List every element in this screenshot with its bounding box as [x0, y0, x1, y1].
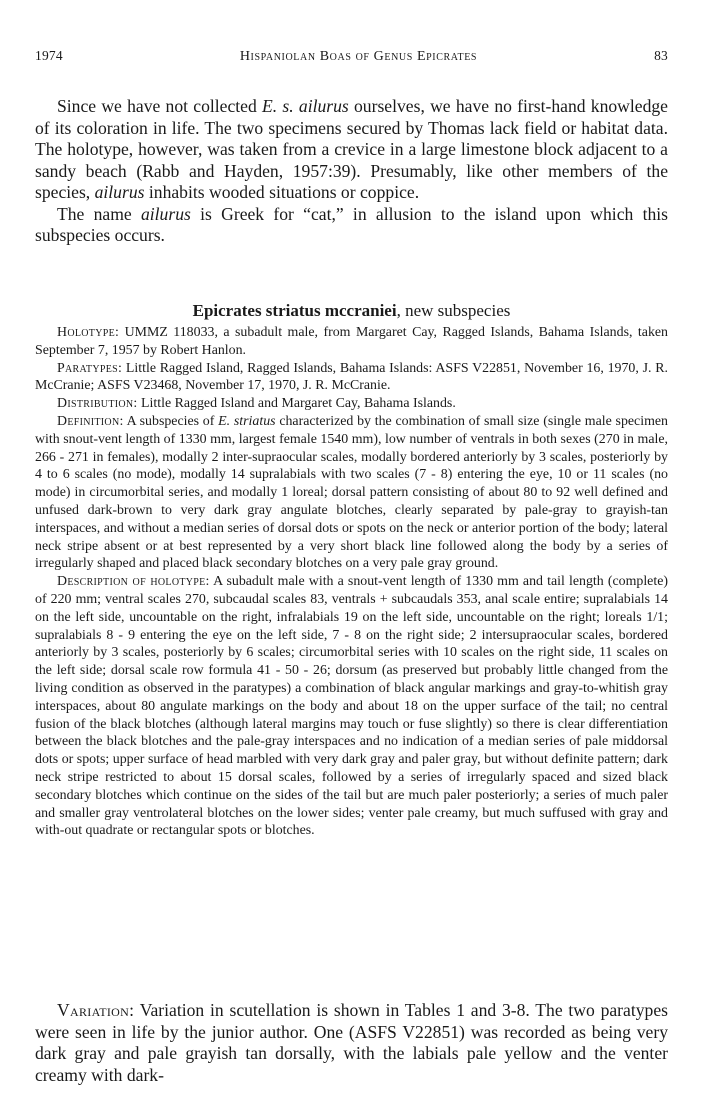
species-account [35, 324, 668, 840]
intro-paragraph-2: The name ailurus is Greek for “cat,” in allusion to the island upon which this subspecies occurs. [35, 203, 668, 245]
section-heading [35, 300, 668, 322]
variation-section [35, 1000, 668, 1086]
paratypes-paragraph: Paratypes: Little Ragged Island, Ragged Islands, Bahama Islands: ASFS V22851, November 16, 1970, J. R. McCranie; ASFS V23468, November 17, 1970, J. R. McCranie. [35, 360, 668, 394]
taxon-name: ailurus [140, 203, 191, 224]
holotype-label: Holotype: [57, 325, 120, 340]
taxon-name: E. striatus [218, 413, 276, 429]
definition-label: Definition: [57, 413, 124, 429]
species-name: Epicrates striatus mccraniei [192, 301, 397, 320]
intro-paragraph-1: Since we have not collected E. s. ailurus ourselves, we have no first-hand knowledge of its coloration in life. The two specimens secured by Thomas lack field or habitat data. The holotype, however, was taken from a crevice in a large limestone block adjacent to a sandy beach (Rabb and Hayden, 1957:39). Presumably, like other members of the species, ailurus inhabits wooded situations or coppice. [35, 96, 668, 202]
page-number: 83 [654, 48, 668, 63]
variation-paragraph: Variation: Variation in scutellation is shown in Tables 1 and 3-8. The two paratypes were seen in life by the junior author. One (ASFS V22851) was recorded as being very dark gray and pale grayish tan dorsally, with the labials pale yellow and the venter creamy with dark- [35, 1000, 668, 1085]
distribution-label: Distribution: [57, 396, 138, 412]
intro-section [35, 96, 668, 247]
running-header [35, 48, 668, 65]
description-label: Description of holotype: [57, 574, 210, 590]
header-year: 1974 [35, 48, 63, 63]
holotype-paragraph: Holotype: UMMZ 118033, a subadult male, from Margaret Cay, Ragged Islands, Bahama Islands, taken September 7, 1957 by Robert Hanlon. [35, 325, 668, 358]
running-title: Hispaniolan Boas of Genus Epicrates [239, 49, 478, 64]
description-paragraph: Description of holotype: A subadult male with a snout-vent length of 1330 mm and tail length (complete) of 220 mm; ventral scales 270, subcaudal scales 83, ventrals + subcaudals 353, anal scale entire; supralabials 14 on the left side, uncountable on the right, infralabials 19 on the left side, uncountable on the right; loreals 1/1; supralabials 8 - 9 entering the eye on the left side, 7 - 8 on the right side; 2 intersupraocular scales, bordered anteriorly by 3 scales, posteriorly by 6 scales; circumorbital series with 10 scales on the right side, 11 scales on the left side; dorsal scale row formula 41 - 50 - 26; dorsum (as preserved but probably little changed from the living condition as observed in the paratypes) a combination of black angular markings and gray-to-whitish gray interspaces, about 80 angulate markings on the body and about 18 on the upper surface of the tail; no central fusion of the black blotches (although lateral margins may touch or fuse slightly) so there is clear differentiation between the black blotches and the pale-gray interspaces and no indication of a median series of pale middorsal dots or spots; upper surface of head marbled with very dark gray and paler gray, but without definite pattern; dark neck stripe restricted to about 15 dorsal scales, followed by a series of irregularly spaced and sized black secondary blotches which continue on the sides of the tail but are much paler posteriorly; a series of much paler and smaller gray ventrolateral blotches on the lower sides; venter pale creamy, but much suffused with gray and with-out quadrate or rectangular spots or blotches. [35, 574, 668, 839]
variation-label: Variation: [57, 1000, 135, 1020]
taxon-name: E. s. ailurus [262, 96, 349, 116]
distribution-paragraph: Distribution: Little Ragged Island and Margaret Cay, Bahama Islands. [57, 396, 456, 412]
taxon-name: ailurus [94, 182, 145, 202]
definition-paragraph: Definition: A subspecies of E. striatus characterized by the combination of small size (single male specimen with snout-vent length of 1330 mm, largest female 1540 mm), low number of ventrals in both sexes (270 in male, 266 - 271 in females), modally 2 inter-supraocular scales, modally bordered anteriorly by 3 scales, posteriorly by 4 to 6 scales (no mode), modally 14 supralabials with two scales (7 - 8) entering the eye, 10 or 11 scales (no mode) in circumorbital series, and modally 1 loreal; dorsal pattern consisting of about 80 to 92 well defined and unfused dark-brown to very dark gray angulate blotches, clearly separated by pale-gray to grayish-tan interspaces, and without a median series of dorsal dots or spots on the neck or anterior portion of the body; lateral neck stripe absent or at best represented by a very short black line followed along the body by a series of irregularly shaped and placed black secondary blotches on a very pale gray ground. [35, 413, 668, 572]
new-subspecies-heading: Epicrates striatus mccraniei, new subspecies [192, 301, 511, 320]
paratypes-label: Paratypes: [57, 360, 123, 376]
